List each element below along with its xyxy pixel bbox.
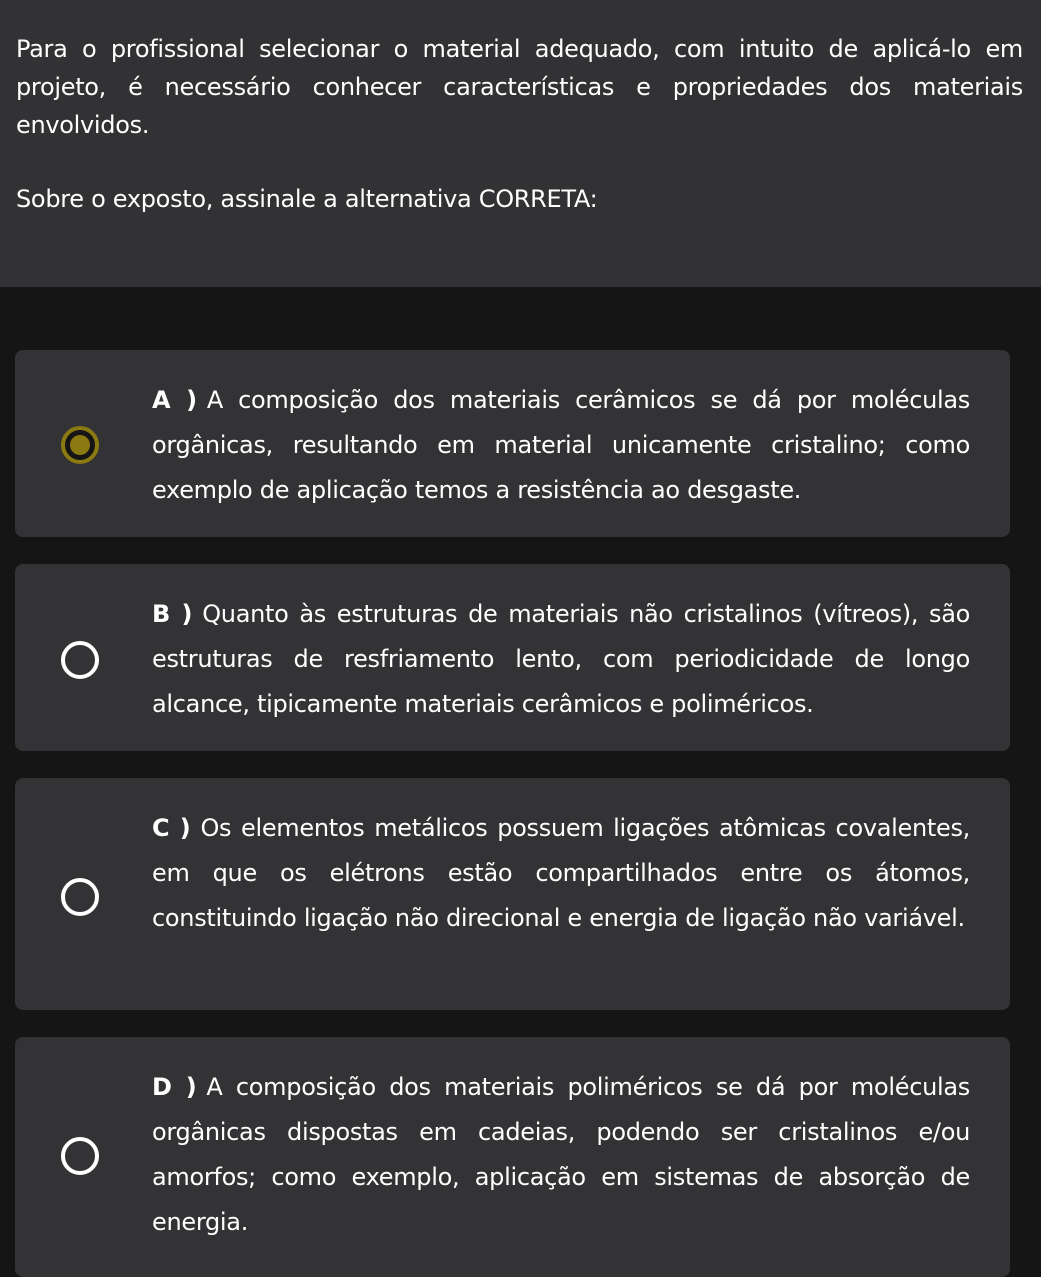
radio-selected-icon[interactable] <box>61 426 99 464</box>
option-c-body: Os elementos metálicos possuem ligações atômicas covalentes, em que os elétrons estão compartilhados entre os átomos, constituindo ligação não direcional e energia de ligação não variável. <box>152 814 970 932</box>
radio-unselected-icon[interactable] <box>61 878 99 916</box>
radio-unselected-icon[interactable] <box>61 1137 99 1175</box>
question-panel <box>0 0 1041 287</box>
question-prompt: Sobre o exposto, assinale a alternativa CORRETA: <box>16 185 598 213</box>
option-c-letter: C ) <box>152 814 191 842</box>
option-d-letter: D ) <box>152 1073 197 1101</box>
option-b-letter: B ) <box>152 600 193 628</box>
option-c[interactable] <box>15 778 1010 1010</box>
option-a[interactable] <box>15 350 1010 537</box>
option-d-body: A composição dos materiais poliméricos se dá por moléculas orgânicas dispostas em cadeias, podendo ser cristalinos e/ou amorfos; como exemplo, aplicação em sistemas de absorção de energia. <box>152 1073 970 1236</box>
option-a-text <box>152 378 970 513</box>
question-text: Para o profissional selecionar o material adequado, com intuito de aplicá-lo em projeto, é necessário conhecer características e propriedades dos materiais envolvidos. <box>16 35 1023 139</box>
option-c-text <box>152 806 970 941</box>
option-d-text <box>152 1065 970 1245</box>
option-b-body: Quanto às estruturas de materiais não cristalinos (vítreos), são estruturas de resfriamento lento, com periodicidade de longo alcance, tipicamente materiais cerâmicos e poliméricos. <box>152 600 970 718</box>
option-b[interactable] <box>15 564 1010 751</box>
radio-unselected-icon[interactable] <box>61 641 99 679</box>
option-a-letter: A ) <box>152 386 197 414</box>
option-a-body: A composição dos materiais cerâmicos se dá por moléculas orgânicas, resultando em material unicamente cristalino; como exemplo de aplicação temos a resistência ao desgaste. <box>152 386 970 504</box>
option-b-text <box>152 592 970 727</box>
option-d[interactable] <box>15 1037 1010 1277</box>
